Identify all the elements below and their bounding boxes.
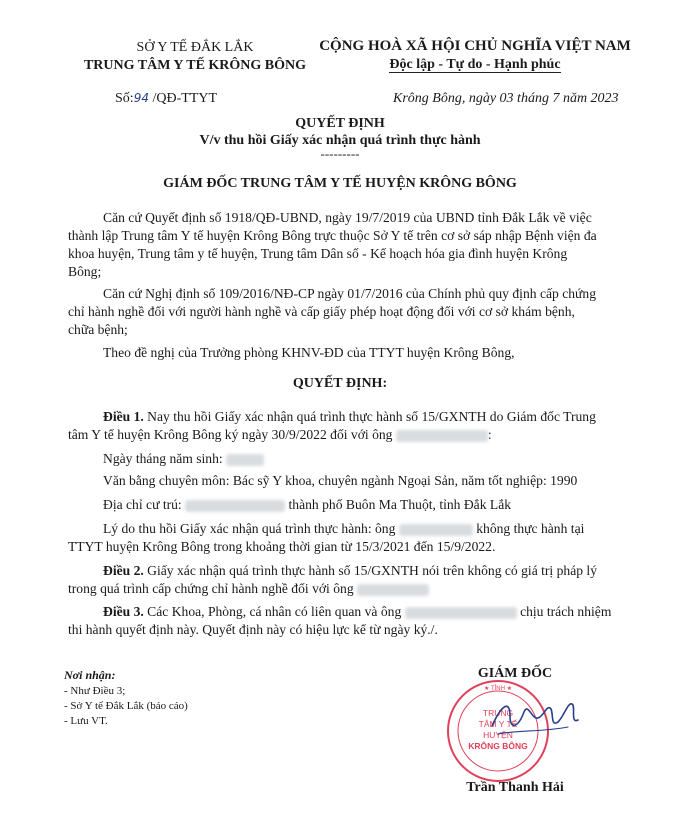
- signer-name: Trần Thanh Hải: [466, 780, 564, 795]
- preamble-1-line-2: thành lập Trung tâm Y tế huyện Krông Bông trực thuộc Sở Y tế trên cơ sở sáp nhập Bệnh viện đa: [68, 228, 597, 243]
- preamble-1-line-4: Bông;: [68, 264, 102, 279]
- reason-start: Lý do thu hồi Giấy xác nhận quá trình thực hành: ông: [103, 521, 396, 536]
- recipient-item: - Như Điều 3;: [64, 685, 126, 697]
- redacted-name: [396, 430, 488, 442]
- preamble-2-line-2: chỉ hành nghề đối với người hành nghề và cấp giấy phép hoạt động đối với cơ sở khám bệnh,: [68, 304, 575, 319]
- seal-line-4: KRÔNG BÔNG: [468, 741, 528, 751]
- handwritten-number: 94: [133, 91, 149, 105]
- article-1-address: [103, 496, 511, 514]
- article-2-line-1: [103, 562, 597, 580]
- article-2-text-2: trong quá trình cấp chứng chỉ hành nghề đối với ông: [68, 581, 354, 596]
- preamble-1-line-3: khoa huyện, Trung tâm y tế huyện, Trung tâm Dân số - Kế hoạch hóa gia đình huyện Krông: [68, 246, 568, 261]
- number-suffix: /QĐ-TTYT: [152, 91, 218, 106]
- recipient-item: - Sở Y tế Đắk Lắk (báo cáo): [64, 700, 188, 712]
- reason-end: không thực hành tại: [476, 521, 585, 536]
- article-2-text-1: Giấy xác nhận quá trình thực hành số 15/GXNTH nói trên không có giá trị pháp lý: [143, 563, 598, 578]
- redacted-address: [185, 500, 285, 512]
- article-3-text-1: Các Khoa, Phòng, cá nhân có liên quan và ông: [143, 604, 402, 619]
- org-parent: SỞ Y TẾ ĐẮK LẮK: [136, 40, 254, 55]
- article-3-label: Điều 3.: [103, 604, 144, 619]
- article-3-line-2: thi hành quyết định này. Quyết định này có hiệu lực kể từ ngày ký./.: [68, 622, 438, 637]
- motto: [290, 57, 660, 73]
- number-prefix: Số:: [115, 91, 134, 106]
- article-1-degree: Văn bằng chuyên môn: Bác sỹ Y khoa, chuyên ngành Ngoại Sản, năm tốt nghiệp: 1990: [103, 473, 578, 488]
- article-1-text-2-end: :: [487, 427, 492, 442]
- doc-type: QUYẾT ĐỊNH: [295, 116, 385, 131]
- decision-heading: QUYẾT ĐỊNH:: [292, 376, 388, 391]
- recipient-item: - Lưu VT.: [64, 715, 108, 727]
- article-3-text-1-end: chịu trách nhiệm: [520, 604, 612, 619]
- birth-label: Ngày tháng năm sinh:: [103, 451, 223, 466]
- title-dashes: ---------: [320, 146, 360, 161]
- seal-line-2: TÂM Y TẾ: [478, 719, 518, 729]
- preamble-2-line-3: chữa bệnh;: [68, 322, 128, 337]
- doc-subject: V/v thu hồi Giấy xác nhận quá trình thực hành: [199, 133, 481, 148]
- redacted-name-3: [357, 584, 429, 596]
- preamble-3: Theo đề nghị của Trưởng phòng KHNV-ĐD của TTYT huyện Krông Bông,: [103, 345, 515, 360]
- article-1-reason-1: [103, 520, 584, 538]
- preamble-2-line-1: Căn cứ Nghị định số 109/2016/NĐ-CP ngày 01/7/2016 của Chính phủ quy định cấp chứng: [103, 286, 596, 301]
- org-name: TRUNG TÂM Y TẾ KRÔNG BÔNG: [83, 58, 307, 73]
- redacted-name-4: [405, 607, 517, 619]
- seal-line-3: HUYỆN: [483, 730, 513, 740]
- article-2-label: Điều 2.: [103, 563, 144, 578]
- article-1-label: Điều 1.: [103, 409, 144, 424]
- redacted-name-2: [399, 524, 473, 536]
- preamble-1-line-1: Căn cứ Quyết định số 1918/QĐ-UBND, ngày 19/7/2019 của UBND tỉnh Đắk Lắk về việc: [103, 210, 592, 225]
- address-label: Địa chỉ cư trú:: [103, 497, 182, 512]
- address-end: thành phố Buôn Ma Thuột, tỉnh Đắk Lắk: [288, 497, 512, 512]
- nation-title: CỘNG HOÀ XÃ HỘI CHỦ NGHĨA VIỆT NAM: [319, 38, 631, 54]
- recipients-heading: Nơi nhận:: [64, 668, 116, 682]
- article-1-text-1: Nay thu hồi Giấy xác nhận quá trình thực hành số 15/GXNTH do Giám đốc Trung: [143, 409, 596, 424]
- article-1-reason-2: TTYT huyện Krông Bông trong khoảng thời gian từ 15/3/2021 đến 15/9/2022.: [68, 539, 496, 554]
- place-date: Krông Bông, ngày 03 tháng 7 năm 2023: [393, 91, 619, 106]
- redacted-birthdate: [226, 454, 264, 466]
- article-1-line-2: [68, 426, 492, 444]
- article-1-text-2: tâm Y tế huyện Krông Bông ký ngày 30/9/2022 đối với ông: [68, 427, 393, 442]
- decision-number: [115, 91, 217, 107]
- article-3-line-1: [103, 603, 611, 621]
- signer-title: GIÁM ĐỐC: [477, 666, 553, 681]
- seal-line-1: TRUNG: [482, 708, 514, 718]
- svg-text:★ TỈNH ★: ★ TỈNH ★: [484, 686, 512, 692]
- article-2-line-2: [68, 580, 429, 598]
- authority: GIÁM ĐỐC TRUNG TÂM Y TẾ HUYỆN KRÔNG BÔNG: [163, 176, 517, 191]
- article-1-line-1: [103, 408, 596, 426]
- handwritten-signature: [488, 694, 583, 742]
- motto-text: Độc lập - Tự do - Hạnh phúc: [389, 57, 561, 72]
- article-1-birth: [103, 450, 264, 468]
